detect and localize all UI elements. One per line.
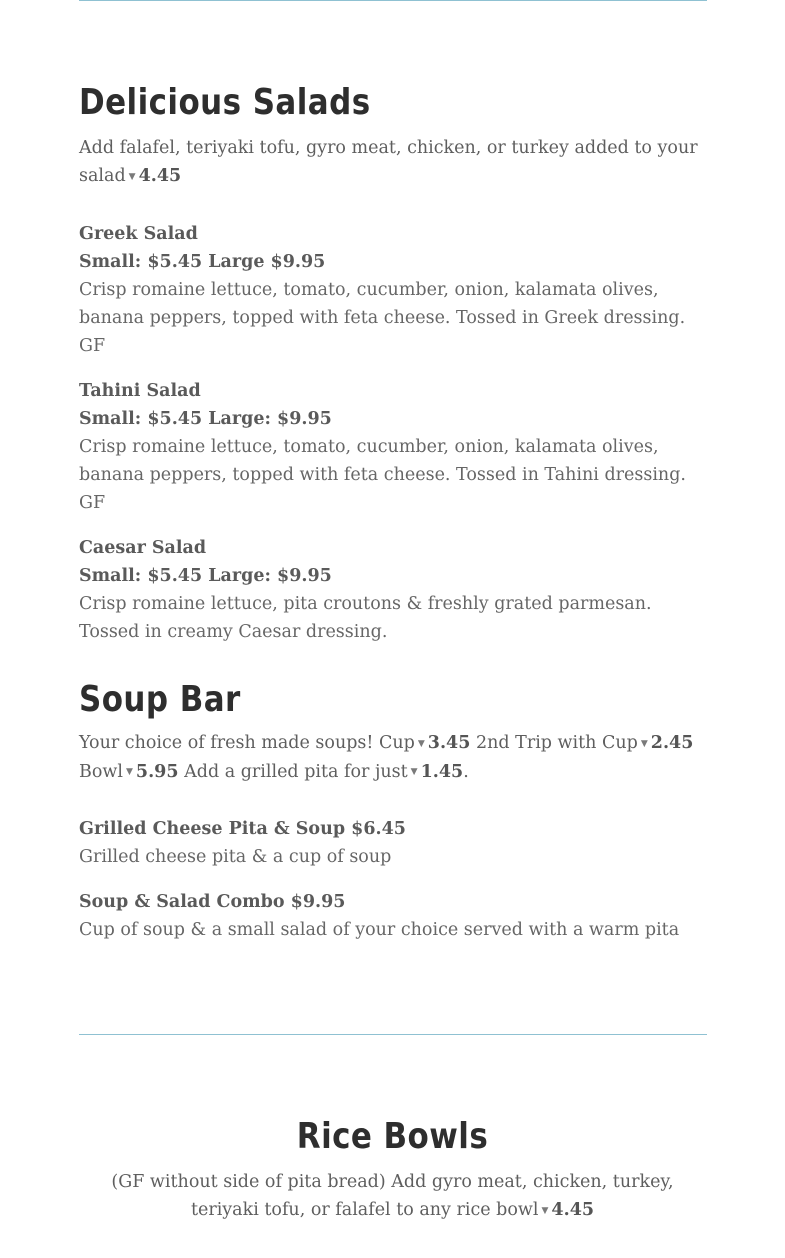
dropdown-arrow-icon: ▼ xyxy=(417,738,425,749)
soup-pita-price: 1.45 xyxy=(420,761,464,782)
dropdown-arrow-icon: ▼ xyxy=(640,738,648,749)
item-description: Crisp romaine lettuce, tomato, cucumber, onion, kalamata olives, banana peppers, topped with feta cheese. Tossed in Greek dressing. GF xyxy=(79,280,686,356)
menu-item-tahini-salad xyxy=(79,377,699,517)
item-name: Greek Salad xyxy=(79,224,198,244)
soup-second-trip-price: 2.45 xyxy=(650,733,694,753)
menu-item-soup-salad-combo xyxy=(79,888,699,944)
soup-cup-price: 3.45 xyxy=(427,733,471,753)
item-sizes: Small: $5.45 Large: $9.95 xyxy=(79,566,332,586)
soup-intro xyxy=(79,729,699,786)
section-divider xyxy=(79,1034,707,1035)
soup-bowl-price: 5.95 xyxy=(135,761,179,782)
dropdown-arrow-icon: ▼ xyxy=(410,767,418,777)
salads-heading: Delicious Salads xyxy=(79,82,371,123)
soup-intro-end: . xyxy=(463,761,469,782)
item-sizes: Small: $5.45 Large $9.95 xyxy=(79,252,326,272)
dropdown-arrow-icon: ▼ xyxy=(128,171,136,182)
item-description: Cup of soup & a small salad of your choice served with a warm pita xyxy=(79,920,680,940)
item-name: Grilled Cheese Pita & Soup $6.45 xyxy=(79,819,406,839)
rice-addon-price: 4.45 xyxy=(551,1200,595,1220)
rice-heading: Rice Bowls xyxy=(296,1116,489,1157)
item-description: Crisp romaine lettuce, tomato, cucumber, onion, kalamata olives, banana peppers, topped with feta cheese. Tossed in Tahini dressing. GF xyxy=(79,437,686,513)
menu-item-caesar-salad xyxy=(79,534,699,646)
dropdown-arrow-icon: ▼ xyxy=(125,767,133,777)
salads-intro-text: Add falafel, teriyaki tofu, gyro meat, chicken, or turkey added to your salad xyxy=(79,138,698,186)
soup-intro-text: Add a grilled pita for just xyxy=(184,761,408,782)
item-name: Caesar Salad xyxy=(79,538,207,558)
soup-intro-text: Bowl xyxy=(79,761,123,782)
soup-intro-text: Your choice of fresh made soups! Cup xyxy=(79,733,415,753)
salads-intro xyxy=(79,134,699,191)
item-name: Soup & Salad Combo $9.95 xyxy=(79,892,346,912)
menu-item-grilled-cheese-soup xyxy=(79,815,699,871)
top-divider xyxy=(79,0,707,1)
item-description: Grilled cheese pita & a cup of soup xyxy=(79,847,392,867)
item-name: Tahini Salad xyxy=(79,381,201,401)
rice-intro xyxy=(92,1168,693,1225)
dropdown-arrow-icon: ▼ xyxy=(541,1205,549,1216)
rice-intro-text: (GF without side of pita bread) Add gyro meat, chicken, turkey, teriyaki tofu, or falafel to any rice bowl xyxy=(111,1172,674,1220)
item-description: Crisp romaine lettuce, pita croutons & freshly grated parmesan. Tossed in creamy Caesar dressing. xyxy=(79,594,652,642)
soup-intro-text: 2nd Trip with Cup xyxy=(475,733,638,753)
salads-addon-price: 4.45 xyxy=(138,166,182,186)
item-sizes: Small: $5.45 Large: $9.95 xyxy=(79,409,332,429)
soup-heading: Soup Bar xyxy=(79,679,241,720)
menu-item-greek-salad xyxy=(79,220,699,360)
